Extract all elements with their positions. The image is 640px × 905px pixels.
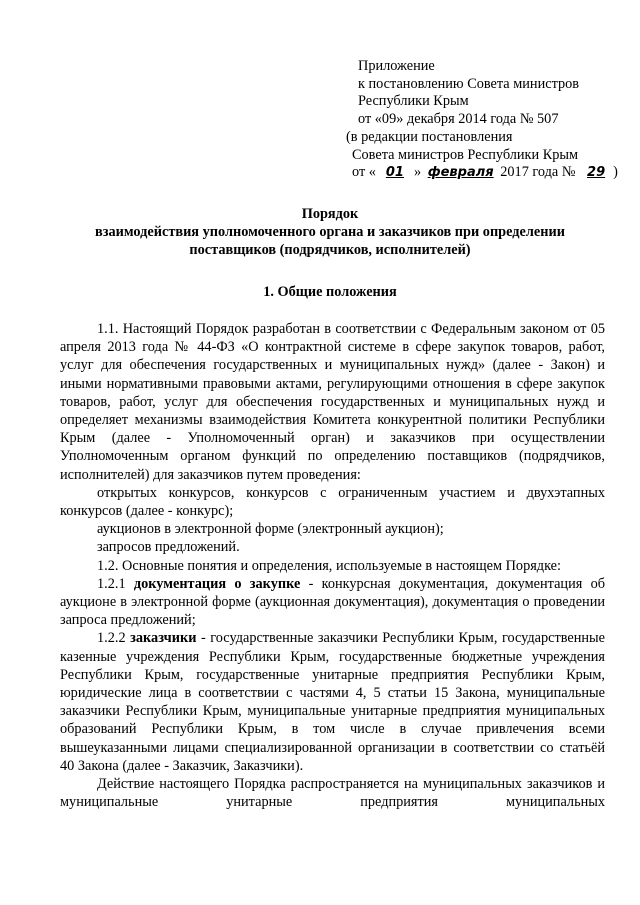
appendix-date-year: 2017 года № — [496, 164, 580, 181]
appendix-block — [346, 58, 618, 182]
defined-term: документация о закупке — [133, 575, 301, 592]
appendix-line-4: от «09» декабря 2014 года № 507 — [358, 111, 559, 128]
document-title — [60, 205, 600, 259]
handwritten-month: февраля — [427, 165, 494, 181]
paragraph-contests: открытых конкурсов, конкурсов с ограниченным участием и двухэтапных конкурсов (далее - конкурс); — [60, 484, 605, 520]
appendix-date-suffix: ) — [613, 164, 618, 181]
item-number: 1.2.2 — [97, 630, 131, 647]
appendix-date-mid: » — [413, 164, 425, 181]
title-line-3: поставщиков (подрядчиков, исполнителей) — [189, 242, 471, 258]
paragraph-auctions: аукционов в электронной форме (электронный аукцион); — [97, 521, 444, 538]
handwritten-day: 01 — [385, 165, 404, 181]
section-heading: 1. Общие положения — [263, 284, 397, 300]
paragraph-1-1: 1.1. Настоящий Порядок разработан в соответствии с Федеральным законом от 05 апреля 2013 года № 44-ФЗ «О контрактной системе в сфере закупок товаров, работ, услуг для обеспечения государственных и муниципальных нужд» (далее - Закон) и иными нормативными правовыми актами, регулирующими отношения в сфере закупок товаров, работ, услуг для обеспечения государственных и муниципальных нужд и определяет механизмы взаимодействия Комитета конкурентной политики Республики Крым (далее - Уполномоченный орган) и заказчиков при осуществлении Уполномоченным органом функций по определению поставщиков (подрядчиков, исполнителей) для заказчиков путем проведения: — [60, 321, 605, 483]
handwritten-number: 29 — [587, 165, 606, 181]
document-body — [60, 320, 605, 811]
title-line-1: Порядок — [301, 206, 359, 222]
paragraph-scope: Действие настоящего Порядка распространяется на муниципальных заказчиков и муниципальные унитарные предприятия муниципальных — [60, 776, 605, 811]
paragraph-1-2-2 — [60, 629, 605, 775]
paragraph-1-2: 1.2. Основные понятия и определения, используемые в настоящем Порядке: — [97, 557, 561, 574]
paragraph-1-2-1 — [60, 575, 605, 630]
definition-text: - государственные заказчики Республики Крым, государственные казенные учреждения Республики Крым, государственные бюджетные учреждения Республики Крым, государственные унитарные предприятия Республики Крым, юридические лица в соответствии с частями 4, 5 статьи 15 Закона, муниципальные заказчики Республики Крым, муниципальные унитарные предприятия муниципальных образований Республики Крым, в том числе в случае привлечения всеми вышеуказанными лицами специализированной организации в соответствии со статьёй 40 Закона (далее - Заказчик, Заказчики). — [60, 630, 605, 774]
defined-term: заказчики — [130, 630, 197, 647]
appendix-line-5: (в редакции постановления — [346, 128, 513, 145]
appendix-line-1: Приложение — [358, 58, 435, 74]
appendix-line-7 — [346, 164, 618, 182]
appendix-line-3: Республики Крым — [358, 93, 469, 110]
title-line-2: взаимодействия уполномоченного органа и заказчиков при определении — [95, 224, 565, 240]
appendix-line-6: Совета министров Республики Крым — [352, 146, 579, 163]
definition-text: - конкурсная документация, документация об аукционе в электронной форме (аукционная документация), документация о проведении запроса предложений; — [60, 575, 605, 629]
appendix-line-2: к постановлению Совета министров — [358, 75, 580, 92]
item-number: 1.2.1 — [97, 575, 134, 592]
paragraph-requests: запросов предложений. — [97, 539, 240, 556]
appendix-date-prefix: от « — [352, 164, 376, 181]
